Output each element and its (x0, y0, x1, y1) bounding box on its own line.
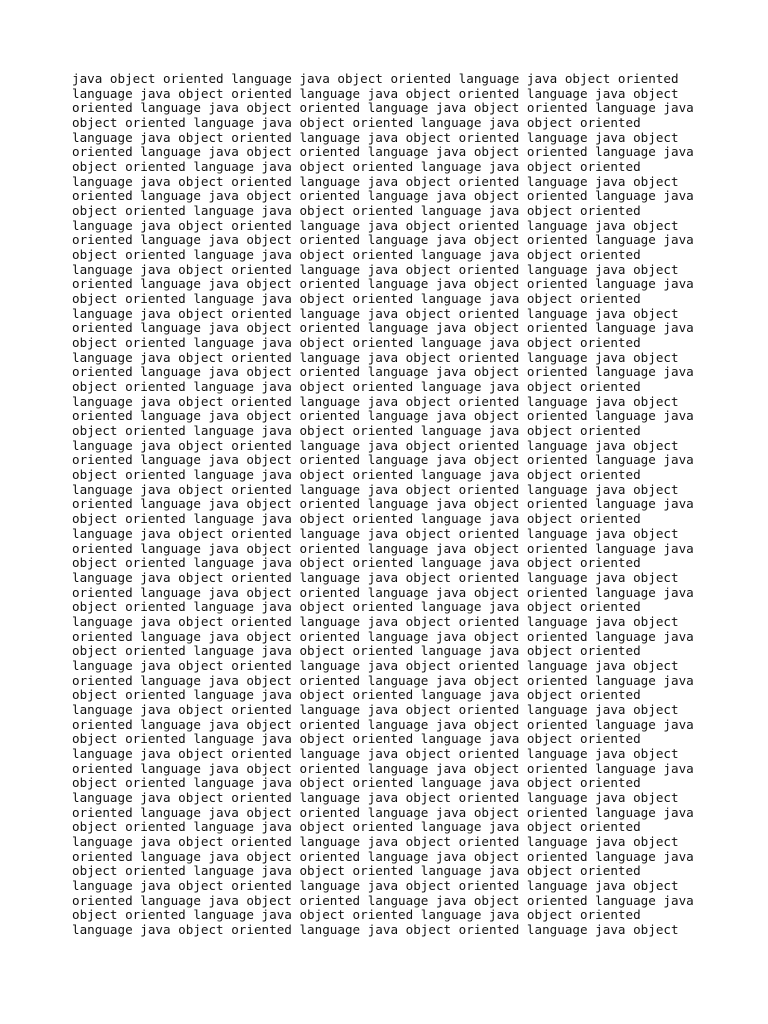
text-line: oriented language java object oriented language java object oriented language java (72, 144, 694, 160)
text-line: oriented language java object oriented language java object oriented language java (72, 672, 694, 688)
text-line: language java object oriented language java object oriented language java object (72, 481, 679, 497)
text-line: object oriented language java object oriented language java object oriented (72, 291, 641, 307)
text-line: oriented language java object oriented language java object oriented language java (72, 584, 694, 600)
text-line: oriented language java object oriented language java object oriented language java (72, 232, 694, 248)
text-line: language java object oriented language java object oriented language java object (72, 129, 679, 145)
text-line: language java object oriented language java object oriented language java object (72, 305, 679, 321)
text-line: language java object oriented language java object oriented language java object (72, 789, 679, 805)
text-line: object oriented language java object oriented language java object oriented (72, 379, 641, 395)
text-line: object oriented language java object oriented language java object oriented (72, 159, 641, 175)
text-line: object oriented language java object oriented language java object oriented (72, 643, 641, 659)
text-line: object oriented language java object oriented language java object oriented (72, 203, 641, 219)
text-line: language java object oriented language java object oriented language java object (72, 833, 679, 849)
text-line: object oriented language java object oriented language java object oriented (72, 731, 641, 747)
text-line: java object oriented language java object oriented language java object oriented (72, 71, 679, 86)
text-line: language java object oriented language java object oriented language java object (72, 921, 679, 937)
text-line: oriented language java object oriented language java object oriented language java (72, 760, 694, 776)
text-line: language java object oriented language java object oriented language java object (72, 745, 679, 761)
text-line: language java object oriented language java object oriented language java object (72, 701, 679, 717)
text-line: object oriented language java object oriented language java object oriented (72, 247, 641, 263)
text-line: oriented language java object oriented language java object oriented language java (72, 892, 694, 908)
text-line: oriented language java object oriented language java object oriented language java (72, 496, 694, 512)
body-text (72, 72, 702, 938)
text-line: object oriented language java object oriented language java object oriented (72, 511, 641, 527)
text-line: oriented language java object oriented language java object oriented language java (72, 408, 694, 424)
text-line: object oriented language java object oriented language java object oriented (72, 467, 641, 483)
text-line: oriented language java object oriented language java object oriented language java (72, 540, 694, 556)
text-line: language java object oriented language java object oriented language java object (72, 569, 679, 585)
text-line: oriented language java object oriented language java object oriented language java (72, 364, 694, 380)
text-line: object oriented language java object oriented language java object oriented (72, 863, 641, 879)
text-line: language java object oriented language java object oriented language java object (72, 613, 679, 629)
text-line: language java object oriented language java object oriented language java object (72, 393, 679, 409)
text-line: object oriented language java object oriented language java object oriented (72, 599, 641, 615)
text-line: oriented language java object oriented language java object oriented language java (72, 188, 694, 204)
text-line: object oriented language java object oriented language java object oriented (72, 687, 641, 703)
text-line: language java object oriented language java object oriented language java object (72, 217, 679, 233)
text-line: object oriented language java object oriented language java object oriented (72, 423, 641, 439)
text-line: language java object oriented language java object oriented language java object (72, 437, 679, 453)
text-line: object oriented language java object oriented language java object oriented (72, 907, 641, 923)
text-line: object oriented language java object oriented language java object oriented (72, 775, 641, 791)
text-line: language java object oriented language java object oriented language java object (72, 657, 679, 673)
text-line: object oriented language java object oriented language java object oriented (72, 335, 641, 351)
text-line: oriented language java object oriented language java object oriented language java (72, 452, 694, 468)
text-line: oriented language java object oriented language java object oriented language java (72, 320, 694, 336)
text-line: language java object oriented language java object oriented language java object (72, 877, 679, 893)
text-line: oriented language java object oriented language java object oriented language java (72, 100, 694, 116)
text-line: oriented language java object oriented language java object oriented language java (72, 804, 694, 820)
text-line: oriented language java object oriented language java object oriented language java (72, 716, 694, 732)
text-line: language java object oriented language java object oriented language java object (72, 525, 679, 541)
text-line: language java object oriented language java object oriented language java object (72, 349, 679, 365)
text-line: oriented language java object oriented language java object oriented language java (72, 848, 694, 864)
text-line: language java object oriented language java object oriented language java object (72, 261, 679, 277)
text-line: oriented language java object oriented language java object oriented language java (72, 276, 694, 292)
text-line: language java object oriented language java object oriented language java object (72, 85, 679, 101)
text-line: object oriented language java object oriented language java object oriented (72, 555, 641, 571)
text-line: object oriented language java object oriented language java object oriented (72, 819, 641, 835)
text-line: oriented language java object oriented language java object oriented language java (72, 628, 694, 644)
text-line: language java object oriented language java object oriented language java object (72, 173, 679, 189)
text-line: object oriented language java object oriented language java object oriented (72, 115, 641, 131)
